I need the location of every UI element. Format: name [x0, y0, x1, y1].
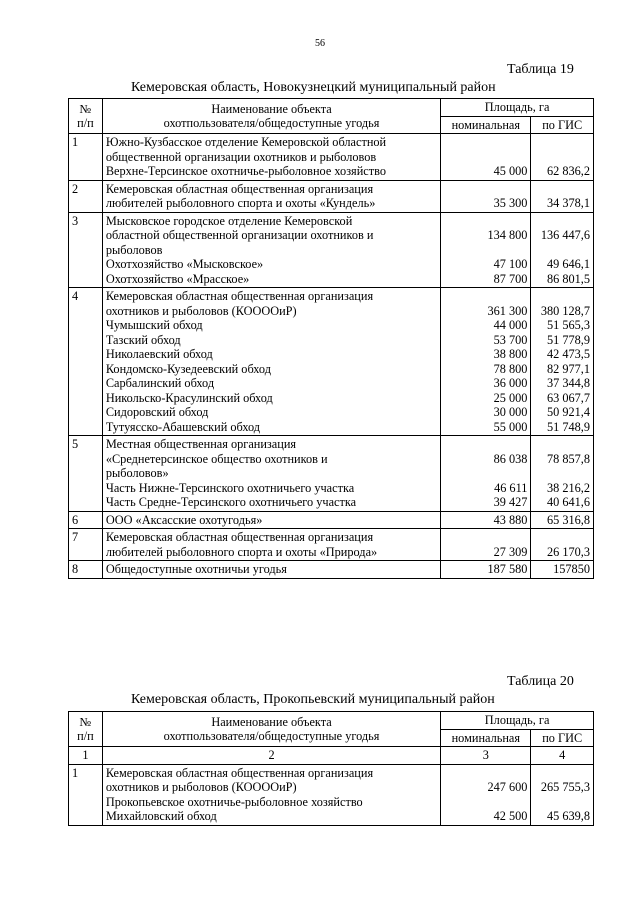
nominal-area-value: 30 000: [493, 405, 528, 419]
gis-area-value: [534, 795, 590, 810]
object-name-line: рыболовов»: [105, 466, 169, 480]
nominal-area-value: [444, 795, 527, 810]
object-name-line: Кемеровская областная общественная организация: [105, 765, 374, 780]
nominal-area-cell: [441, 180, 531, 212]
object-name-line: Южно-Кузбасское отделение Кемеровской областной: [105, 135, 387, 149]
nominal-area-value: [444, 766, 527, 781]
object-name-line: Часть Средне-Терсинского охотничьего участка: [105, 495, 357, 509]
table-header-row: [69, 712, 594, 730]
object-name-line: Чумышский обход: [105, 318, 203, 332]
gis-area-cell: [531, 764, 594, 825]
table-row: [69, 134, 594, 181]
object-name-line: рыболовов: [105, 242, 163, 257]
row-number: 8: [69, 561, 103, 579]
header-no: № п/п: [69, 99, 103, 134]
nominal-area-cell: [441, 436, 531, 512]
object-name-line: Тазский обход: [105, 332, 181, 347]
nominal-area-value: 187 580: [487, 562, 528, 576]
object-name-line: Верхне-Терсинское охотничье-рыболовное хозяйство: [105, 164, 386, 178]
table-row: [69, 180, 594, 212]
object-name-cell: [102, 764, 440, 825]
object-name-line: областной общественной организации охотников и: [105, 228, 374, 242]
object-name-cell: [102, 561, 440, 579]
header-nominal: номинальная: [441, 729, 531, 747]
header-name: Наименование объекта охотпользователя/общедоступные угодья: [102, 712, 440, 747]
gis-area-value: [534, 214, 590, 229]
table-row: [69, 436, 594, 512]
row-number: 4: [69, 288, 103, 436]
nominal-area-value: [444, 437, 527, 452]
object-name-line: Никольско-Красулинский обход: [105, 390, 273, 405]
row-number: 1: [69, 134, 103, 181]
page-number: 56: [315, 38, 325, 49]
table-header-row: [69, 99, 594, 117]
object-name-line: Кемеровская областная общественная организация: [105, 530, 374, 544]
object-name-line: Тутуясско-Абашевский обход: [105, 419, 261, 434]
object-name-line: Сарбалинский обход: [105, 376, 215, 390]
object-name-line: Прокопьевское охотничье-рыболовное хозяйство: [105, 794, 363, 809]
row-number: 5: [69, 436, 103, 512]
object-name-line: Кондомско-Кузедеевский обход: [105, 361, 271, 376]
nominal-area-cell: [441, 511, 531, 529]
table-row: [69, 529, 594, 561]
gis-area-value: 26 170,3: [546, 544, 590, 559]
gis-area-value: 40 641,6: [546, 495, 590, 509]
gis-area-value: [534, 437, 590, 452]
gis-area-cell: [531, 561, 594, 579]
nominal-area-value: 361 300: [487, 303, 528, 318]
nominal-area-value: 55 000: [493, 419, 528, 434]
object-name-line: Михайловский обход: [105, 809, 217, 823]
table20-body: [69, 764, 594, 825]
nominal-area-value: 27 309: [493, 544, 528, 559]
nominal-area-value: 134 800: [487, 228, 528, 242]
column-number: 4: [531, 747, 594, 765]
nominal-area-cell: [441, 764, 531, 825]
gis-area-value: 265 755,3: [540, 780, 590, 794]
nominal-area-value: 36 000: [493, 376, 528, 390]
gis-area-value: 38 216,2: [546, 480, 590, 495]
header-no: № п/п: [69, 712, 103, 747]
object-name-cell: [102, 529, 440, 561]
table19: [68, 98, 594, 579]
nominal-area-value: [444, 214, 527, 229]
nominal-area-cell: [441, 134, 531, 181]
object-name-line: общественной организации охотников и рыболовов: [105, 149, 377, 164]
nominal-area-value: 46 611: [494, 480, 528, 495]
nominal-area-value: [444, 289, 527, 304]
nominal-area-cell: [441, 212, 531, 288]
table-row: [69, 288, 594, 436]
row-number: 6: [69, 511, 103, 529]
gis-area-value: [534, 182, 590, 197]
table-row: [69, 764, 594, 825]
header-area: Площадь, га: [441, 712, 594, 730]
nominal-area-value: 38 800: [493, 347, 528, 361]
nominal-area-value: [444, 182, 527, 197]
object-name-cell: [102, 134, 440, 181]
header-gis: по ГИС: [531, 729, 594, 747]
header-gis: по ГИС: [531, 116, 594, 134]
gis-area-value: 86 801,5: [546, 271, 590, 286]
table-row: [69, 212, 594, 288]
nominal-area-value: [444, 135, 527, 150]
nominal-area-value: 47 100: [493, 257, 528, 271]
object-name-line: охотников и рыболовов (КООООиР): [105, 780, 297, 794]
gis-area-value: 49 646,1: [546, 257, 590, 271]
object-name-line: Мысковское городское отделение Кемеровской: [105, 213, 353, 228]
column-number: 3: [441, 747, 531, 765]
nominal-area-value: 53 700: [493, 332, 528, 347]
object-name-cell: [102, 180, 440, 212]
object-name-line: Охотхозяйство «Мрасское»: [105, 271, 250, 286]
object-name-line: «Среднетерсинское общество охотников и: [105, 451, 328, 466]
column-number: 2: [102, 747, 440, 765]
nominal-area-value: 78 800: [493, 361, 528, 376]
gis-area-cell: [531, 212, 594, 288]
nominal-area-cell: [441, 561, 531, 579]
gis-area-value: 136 447,6: [540, 228, 590, 242]
row-number: 2: [69, 180, 103, 212]
nominal-area-value: [444, 243, 527, 258]
nominal-area-value: 35 300: [493, 196, 528, 210]
table20: [68, 711, 594, 826]
object-name-line: Общедоступные охотничьи угодья: [105, 562, 287, 576]
gis-area-cell: [531, 134, 594, 181]
object-name-line: Николаевский обход: [105, 347, 213, 361]
row-number: 7: [69, 529, 103, 561]
nominal-area-value: [444, 150, 527, 165]
gis-area-value: 42 473,5: [546, 347, 590, 361]
gis-area-cell: [531, 436, 594, 512]
header-nominal: номинальная: [441, 116, 531, 134]
gis-area-value: [534, 150, 590, 165]
table19-label: Таблица 19: [507, 62, 574, 77]
object-name-line: Часть Нижне-Терсинского охотничьего участка: [105, 480, 355, 495]
nominal-area-cell: [441, 288, 531, 436]
gis-area-value: 51 748,9: [546, 419, 590, 434]
table-row: [69, 561, 594, 579]
object-name-cell: [102, 511, 440, 529]
gis-area-value: 380 128,7: [540, 303, 590, 318]
nominal-area-value: 44 000: [493, 318, 528, 332]
gis-area-value: [534, 289, 590, 304]
gis-area-value: [534, 530, 590, 545]
table20-caption: Кемеровская область, Прокопьевский муниципальный район: [131, 692, 495, 707]
gis-area-value: 51 565,3: [546, 318, 590, 332]
table-row: [69, 511, 594, 529]
gis-area-cell: [531, 529, 594, 561]
gis-area-cell: [531, 511, 594, 529]
header-area: Площадь, га: [441, 99, 594, 117]
gis-area-value: 63 067,7: [546, 390, 590, 405]
nominal-area-value: 86 038: [493, 451, 528, 466]
gis-area-value: 34 378,1: [546, 196, 590, 210]
nominal-area-value: [444, 466, 527, 481]
nominal-area-value: 43 880: [493, 512, 528, 527]
object-name-line: любителей рыболовного спорта и охоты «Кундель»: [105, 196, 376, 210]
object-name-cell: [102, 288, 440, 436]
row-number: 3: [69, 212, 103, 288]
nominal-area-value: 39 427: [493, 495, 528, 509]
row-number: 1: [69, 764, 103, 825]
nominal-area-value: 25 000: [493, 390, 528, 405]
gis-area-value: [534, 466, 590, 481]
nominal-area-value: [444, 530, 527, 545]
gis-area-value: [534, 766, 590, 781]
object-name-line: Сидоровский обход: [105, 405, 209, 419]
object-name-line: охотников и рыболовов (КООООиР): [105, 303, 297, 318]
gis-area-value: 45 639,8: [546, 809, 590, 823]
gis-area-value: 37 344,8: [546, 376, 590, 390]
nominal-area-cell: [441, 529, 531, 561]
table20-label: Таблица 20: [507, 674, 574, 689]
object-name-line: Охотхозяйство «Мысковское»: [105, 257, 264, 271]
gis-area-value: 65 316,8: [546, 512, 590, 527]
header-name: Наименование объекта охотпользователя/общедоступные угодья: [102, 99, 440, 134]
gis-area-value: 50 921,4: [546, 405, 590, 419]
object-name-cell: [102, 212, 440, 288]
column-number: 1: [69, 747, 103, 765]
gis-area-value: [534, 135, 590, 150]
gis-area-value: [534, 243, 590, 258]
column-number-row: [69, 747, 594, 765]
gis-area-value: 51 778,9: [546, 332, 590, 347]
gis-area-cell: [531, 180, 594, 212]
object-name-line: Кемеровская областная общественная организация: [105, 181, 374, 196]
object-name-line: Местная общественная организация: [105, 437, 297, 451]
gis-area-value: 157850: [553, 562, 590, 576]
object-name-line: Кемеровская областная общественная организация: [105, 289, 374, 303]
table19-caption: Кемеровская область, Новокузнецкий муниципальный район: [131, 80, 496, 95]
nominal-area-value: 87 700: [493, 271, 528, 286]
nominal-area-value: 42 500: [493, 809, 528, 823]
gis-area-value: 78 857,8: [546, 451, 590, 466]
nominal-area-value: 45 000: [493, 164, 528, 178]
object-name-cell: [102, 436, 440, 512]
gis-area-value: 62 836,2: [546, 164, 590, 178]
object-name-line: ООО «Аксасские охотугодья»: [105, 512, 263, 527]
object-name-line: любителей рыболовного спорта и охоты «Природа»: [105, 544, 378, 559]
table19-body: [69, 134, 594, 579]
gis-area-cell: [531, 288, 594, 436]
gis-area-value: 82 977,1: [546, 361, 590, 376]
nominal-area-value: 247 600: [487, 780, 528, 794]
